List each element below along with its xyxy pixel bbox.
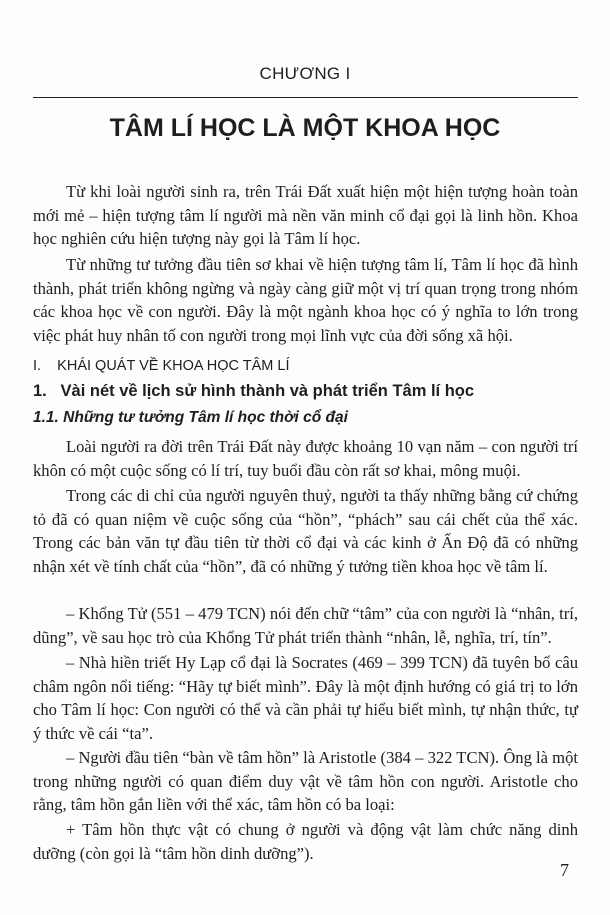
body-paragraph-3 [33, 602, 578, 649]
chapter-label: CHƯƠNG I [259, 64, 351, 83]
intro-paragraph-2 [33, 253, 578, 347]
body-paragraph-2 [33, 484, 578, 578]
paragraph-text: Loài người ra đời trên Trái Đất này được khoảng 10 vạn năm – con người trí khôn có một cuộc sống có lí trí, tuy buổi đầu còn rất sơ khai, mông muội. [33, 437, 578, 480]
chapter-title: TÂM LÍ HỌC LÀ MỘT KHOA HỌC [109, 114, 501, 142]
paragraph-text: – Người đầu tiên “bàn về tâm hồn” là Aristotle (384 – 322 TCN). Ông là một trong những người có quan điểm duy vật về tâm hồn con người. Aristotle cho rằng, tâm hồn gắn liền với thể xác, tâm hồn có ba loại: [33, 748, 578, 814]
body-paragraph-6 [33, 818, 578, 865]
paragraph-text: + Tâm hồn thực vật có chung ở người và động vật làm chức năng dinh dưỡng (còn gọi là “tâm hồn dinh dưỡng”). [33, 820, 578, 863]
paragraph-text: Từ khi loài người sinh ra, trên Trái Đất xuất hiện một hiện tượng hoàn toàn mới mẻ – hiện tượng tâm lí người mà nền văn minh cổ đại gọi là linh hồn. Khoa học nghiên cứu hiện tượng này gọi là Tâm lí học. [33, 182, 578, 248]
subsubsection-heading: 1.1. Những tư tưởng Tâm lí học thời cổ đại [33, 409, 348, 426]
body-paragraph-1 [33, 435, 578, 482]
intro-paragraph-1 [33, 180, 578, 251]
body-paragraph-4 [33, 651, 578, 745]
subsection-heading: 1. Vài nét về lịch sử hình thành và phát triển Tâm lí học [33, 382, 475, 400]
chapter-divider [33, 97, 578, 98]
paragraph-text: – Nhà hiền triết Hy Lạp cổ đại là Socrates (469 – 399 TCN) đã tuyên bố câu châm ngôn nổi tiếng: “Hãy tự biết mình”. Đây là một định hướng có giá trị to lớn cho Tâm lí học: Con người có thể và cần phải tự hiểu biết mình, tự nhận thức, tự ý thức về cái “ta”. [33, 653, 578, 743]
body-paragraph-5 [33, 746, 578, 817]
paragraph-text: – Khổng Tử (551 – 479 TCN) nói đến chữ “tâm” của con người là “nhân, trí, dũng”, về sau học trò của Khổng Tử phát triển thành “nhân, lễ, nghĩa, trí, tín”. [33, 604, 578, 647]
section-heading: I. KHÁI QUÁT VỀ KHOA HỌC TÂM LÍ [33, 358, 290, 374]
paragraph-text: Trong các di chỉ của người nguyên thuỷ, người ta thấy những bằng cứ chứng tỏ đã có quan niệm về cuộc sống của “hồn”, “phách” sau cái chết của thể xác. Trong các bản văn tự đầu tiên từ thời cổ đại và các kinh ở Ấn Độ đã có những nhận xét về tính chất của “hồn”, đã có những ý tưởng tiền khoa học về tâm lí. [33, 486, 578, 576]
paragraph-text: Từ những tư tưởng đầu tiên sơ khai về hiện tượng tâm lí, Tâm lí học đã hình thành, phát triển không ngừng và ngày càng giữ một vị trí quan trọng trong nhóm các khoa học về con người. Đây là một ngành khoa học có ý nghĩa to lớn trong việc phát huy nhân tố con người trong mọi lĩnh vực của đời sống xã hội. [33, 255, 578, 345]
page-number: 7 [560, 860, 569, 880]
